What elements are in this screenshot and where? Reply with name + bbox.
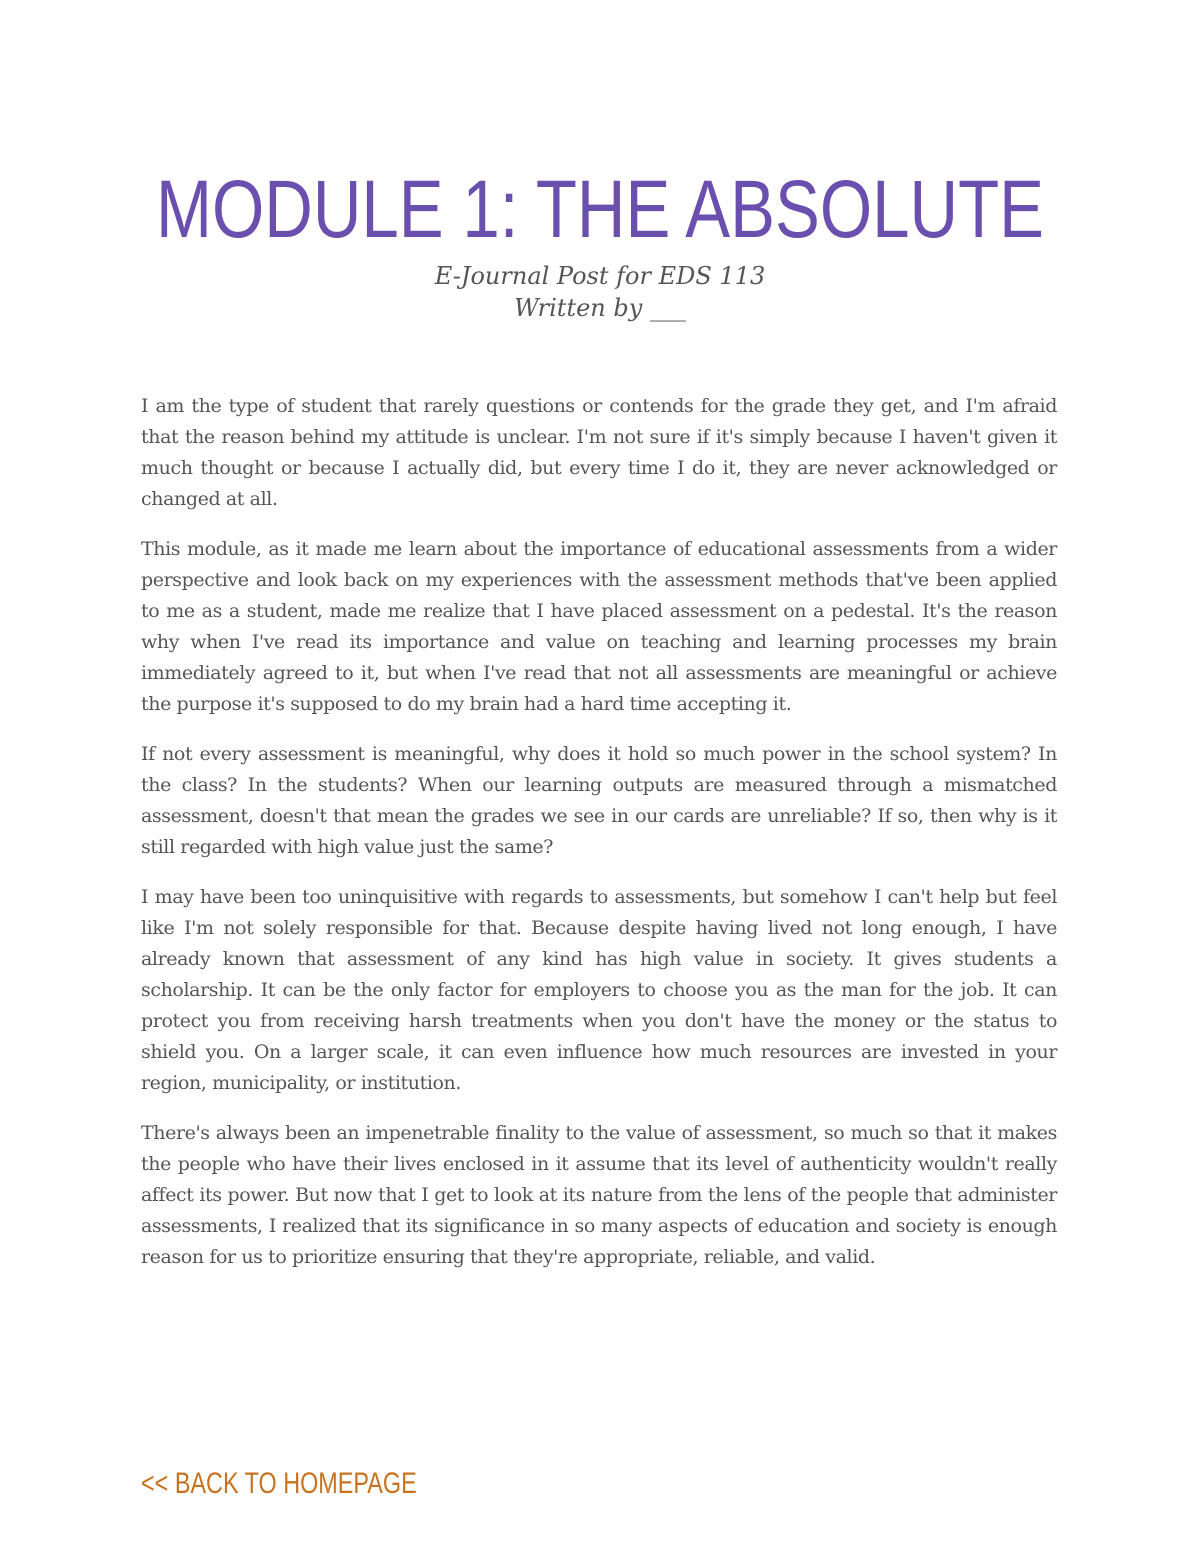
back-to-homepage-link[interactable]: << BACK TO HOMEPAGE <box>141 1467 417 1500</box>
article-body <box>141 391 1057 1292</box>
page-title: MODULE 1: THE ABSOLUTE <box>155 164 1045 255</box>
post-byline: Written by ___ <box>514 294 686 322</box>
post-subtitle: E-Journal Post for EDS 113 <box>434 262 766 290</box>
article-paragraph: This module, as it made me learn about the importance of educational assessments from a wider perspective and look back on my experiences with the assessment methods that've been applied to me as a student, made me realize that I have placed assessment on a pedestal. It's the reason why when I've read its importance and value on teaching and learning processes my brain immediately agreed to it, but when I've read that not all assessments are meaningful or achieve the purpose it's supposed to do my brain had a hard time accepting it. <box>141 538 1057 715</box>
article-paragraph: If not every assessment is meaningful, why does it hold so much power in the school system? In the class? In the students? When our learning outputs are measured through a mismatched assessment, doesn't that mean the grades we see in our cards are unreliable? If so, then why is it still regarded with high value just the same? <box>141 743 1057 858</box>
article-paragraph: There's always been an impenetrable finality to the value of assessment, so much so that it makes the people who have their lives enclosed in it assume that its level of authenticity wouldn't really affect its power. But now that I get to look at its nature from the lens of the people that administer assessments, I realized that its significance in so many aspects of education and society is enough reason for us to prioritize ensuring that they're appropriate, reliable, and valid. <box>141 1122 1057 1268</box>
post-subtitle-block <box>0 260 1200 324</box>
article-paragraph: I may have been too uninquisitive with regards to assessments, but somehow I can't help but feel like I'm not solely responsible for that. Because despite having lived not long enough, I have already known that assessment of any kind has high value in society. It gives students a scholarship. It can be the only factor for employers to choose you as the man for the job. It can protect you from receiving harsh treatments when you don't have the money or the status to shield you. On a larger scale, it can even influence how much resources are invested in your region, municipality, or institution. <box>141 886 1057 1094</box>
article-paragraph: I am the type of student that rarely questions or contends for the grade they get, and I'm afraid that the reason behind my attitude is unclear. I'm not sure if it's simply because I haven't given it much thought or because I actually did, but every time I do it, they are never acknowledged or changed at all. <box>141 395 1057 510</box>
